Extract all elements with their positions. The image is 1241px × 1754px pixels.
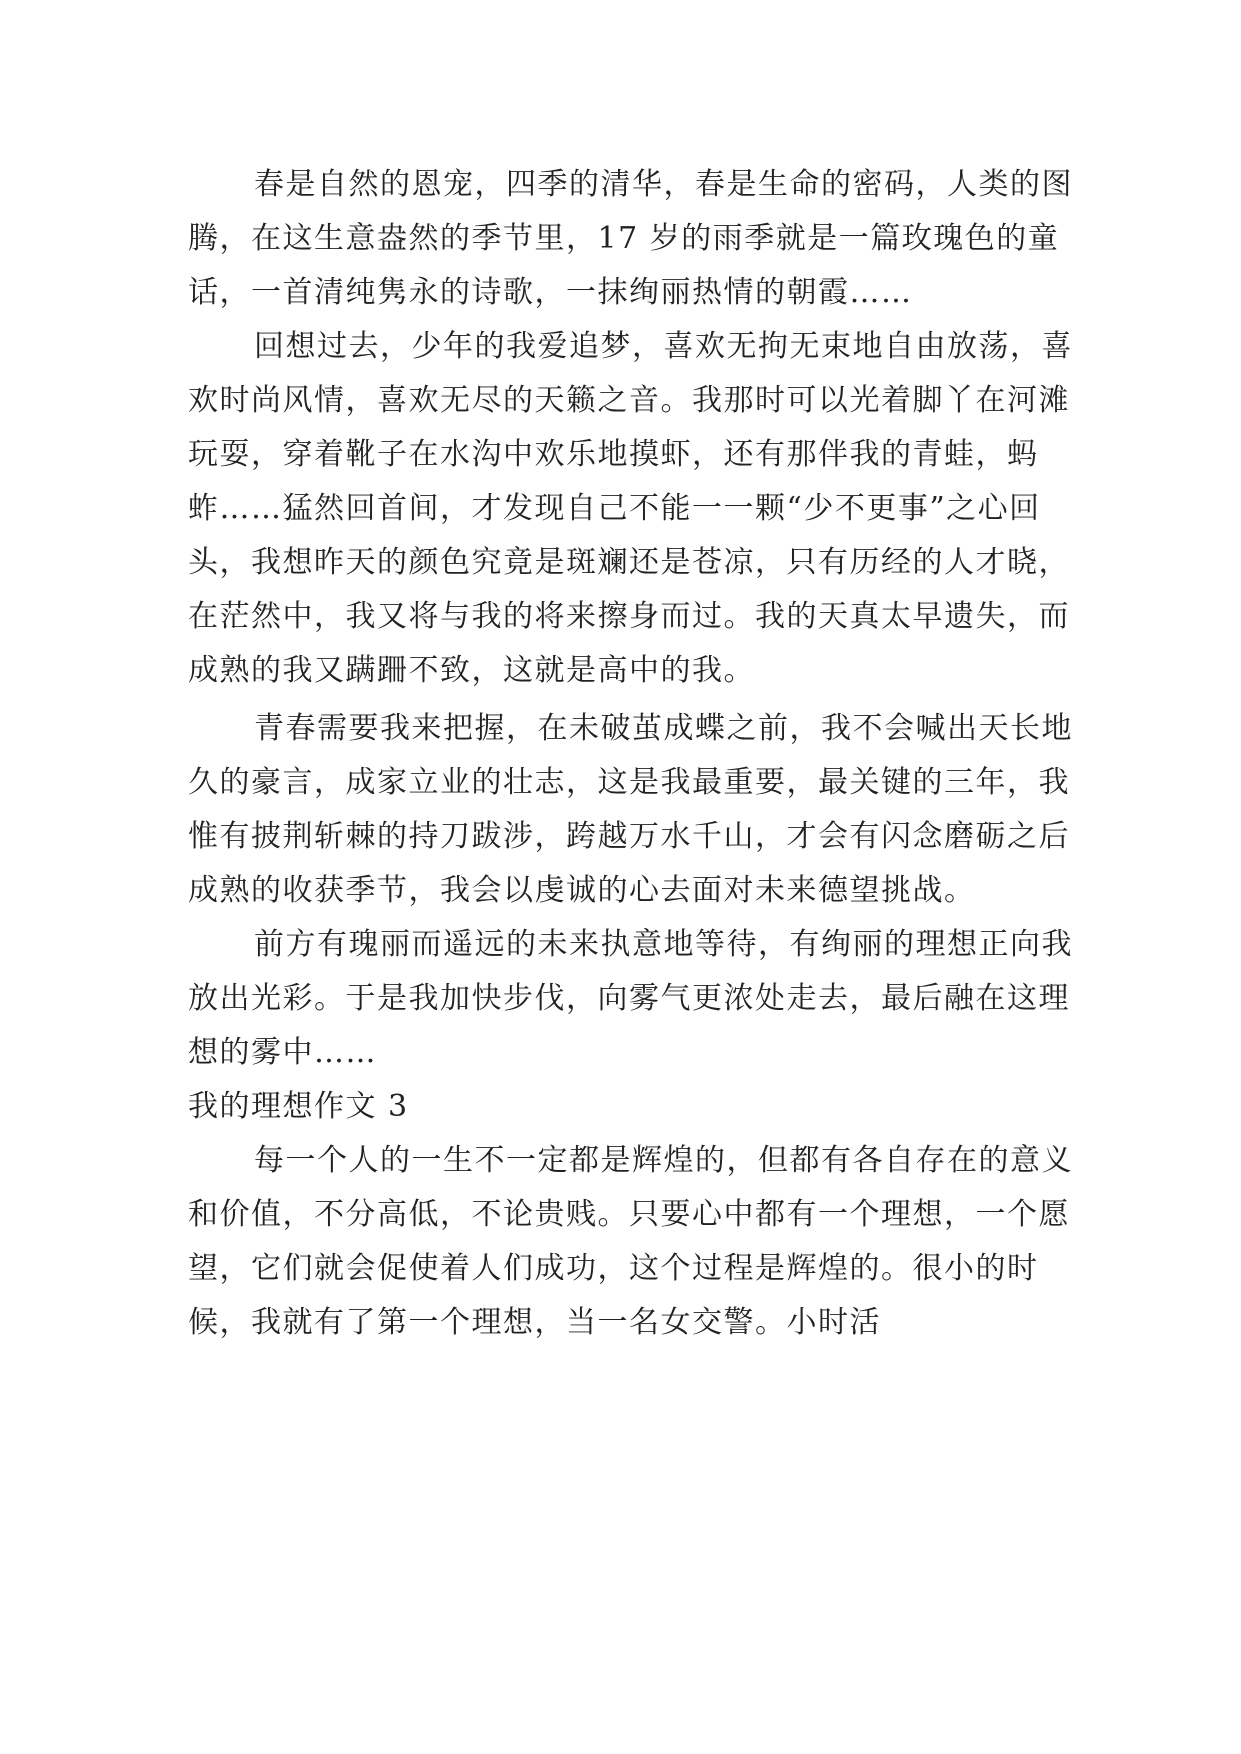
document-body	[188, 158, 1078, 1350]
paragraph-future: 前方有瑰丽而遥远的未来执意地等待，有绚丽的理想正向我放出光彩。于是我加快步伐，向雾气更浓处走去，最后融在这理想的雾中……	[188, 927, 1073, 1070]
section-title: 我的理想作文 3	[188, 1089, 409, 1124]
paragraph-ideal: 每一个人的一生不一定都是辉煌的，但都有各自存在的意义和价值，不分高低，不论贵贱。只要心中都有一个理想，一个愿望，它们就会促使着人们成功，这个过程是辉煌的。很小的时候，我就有了第一个理想，当一名女交警。小时活	[188, 1143, 1073, 1340]
paragraph-spring: 春是自然的恩宠，四季的清华，春是生命的密码，人类的图腾，在这生意盎然的季节里，17 岁的雨季就是一篇玫瑰色的童话，一首清纯隽永的诗歌，一抹绚丽热情的朝霞……	[188, 167, 1073, 310]
paragraph-recall-past: 回想过去，少年的我爱追梦，喜欢无拘无束地自由放荡，喜欢时尚风情，喜欢无尽的天籁之音。我那时可以光着脚丫在河滩玩耍，穿着靴子在水沟中欢乐地摸虾，还有那伴我的青蛙，蚂蚱……猛然回首间，才发现自己不能一一颗“少不更事”之心回头，我想昨天的颜色究竟是斑斓还是苍凉，只有历经的人才晓，在茫然中，我又将与我的将来擦身而过。我的天真太早遗失，而成熟的我又蹒跚不致，这就是高中的我。	[188, 329, 1073, 688]
paragraph-youth: 青春需要我来把握，在未破茧成蝶之前，我不会喊出天长地久的豪言，成家立业的壮志，这是我最重要，最关键的三年，我惟有披荆斩棘的持刀跋涉，跨越万水千山，才会有闪念磨砺之后成熟的收获季节，我会以虔诚的心去面对未来德望挑战。	[188, 711, 1073, 908]
